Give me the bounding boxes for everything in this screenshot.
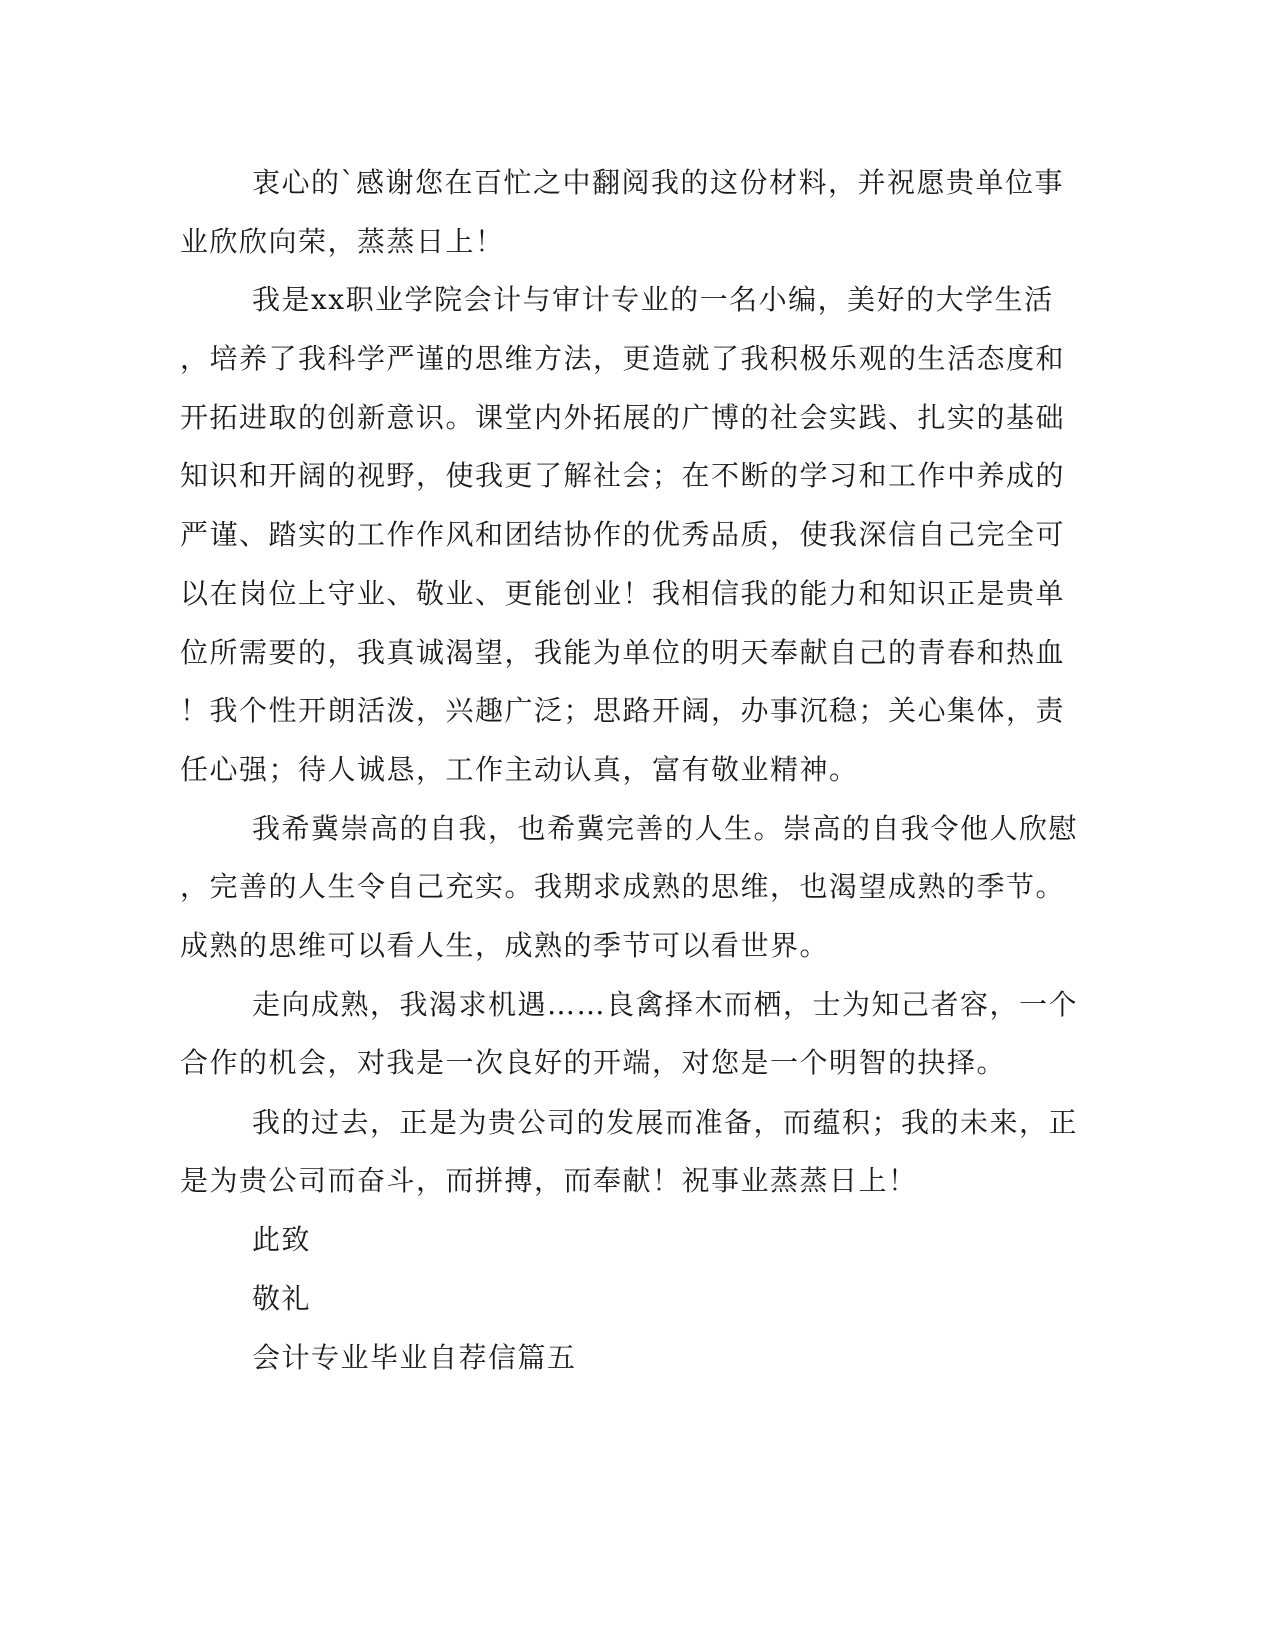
text-line: ，培养了我科学严谨的思维方法，更造就了我积极乐观的生活态度和 [180, 342, 1066, 375]
text-line: 开拓进取的创新意识。课堂内外拓展的广博的社会实践、扎实的基础 [180, 401, 1066, 434]
text-line: 衷心的`感谢您在百忙之中翻阅我的这份材料，并祝愿贵单位事 [252, 166, 1065, 199]
text-line: 位所需要的，我真诚渴望，我能为单位的明天奉献自己的青春和热血 [180, 636, 1066, 669]
text-line: 走向成熟，我渴求机遇……良禽择木而栖，士为知己者容，一个 [252, 988, 1079, 1021]
text-line: 合作的机会，对我是一次良好的开端，对您是一个明智的抉择。 [180, 1046, 1007, 1079]
section-heading: 会计专业毕业自荐信篇五 [252, 1341, 577, 1374]
text-line: 是为贵公司而奋斗，而拼搏，而奉献！祝事业蒸蒸日上！ [180, 1164, 918, 1197]
text-line: 我希冀崇高的自我，也希冀完善的人生。崇高的自我令他人欣慰 [252, 812, 1079, 845]
text-line: 知识和开阔的视野，使我更了解社会；在不断的学习和工作中养成的 [180, 459, 1066, 492]
closing-regards: 敬礼 [252, 1282, 312, 1315]
closing-salutation: 此致 [252, 1223, 312, 1256]
text-line: 以在岗位上守业、敬业、更能创业！我相信我的能力和知识正是贵单 [180, 577, 1066, 610]
text-line: 我的过去，正是为贵公司的发展而准备，而蕴积；我的未来，正 [252, 1106, 1079, 1139]
text-line: ！我个性开朗活泼，兴趣广泛；思路开阔，办事沉稳；关心集体，责 [180, 694, 1066, 727]
text-line: 成熟的思维可以看人生，成熟的季节可以看世界。 [180, 929, 830, 962]
text-line: 我是xx职业学院会计与审计专业的一名小编，美好的大学生活 [252, 283, 1054, 316]
text-line: 任心强；待人诚恳，工作主动认真，富有敬业精神。 [180, 753, 859, 786]
text-line: 严谨、踏实的工作作风和团结协作的优秀品质，使我深信自己完全可 [180, 518, 1066, 551]
text-line: 业欣欣向荣，蒸蒸日上！ [180, 225, 505, 258]
text-line: ，完善的人生令自己充实。我期求成熟的思维，也渴望成熟的季节。 [180, 870, 1066, 903]
